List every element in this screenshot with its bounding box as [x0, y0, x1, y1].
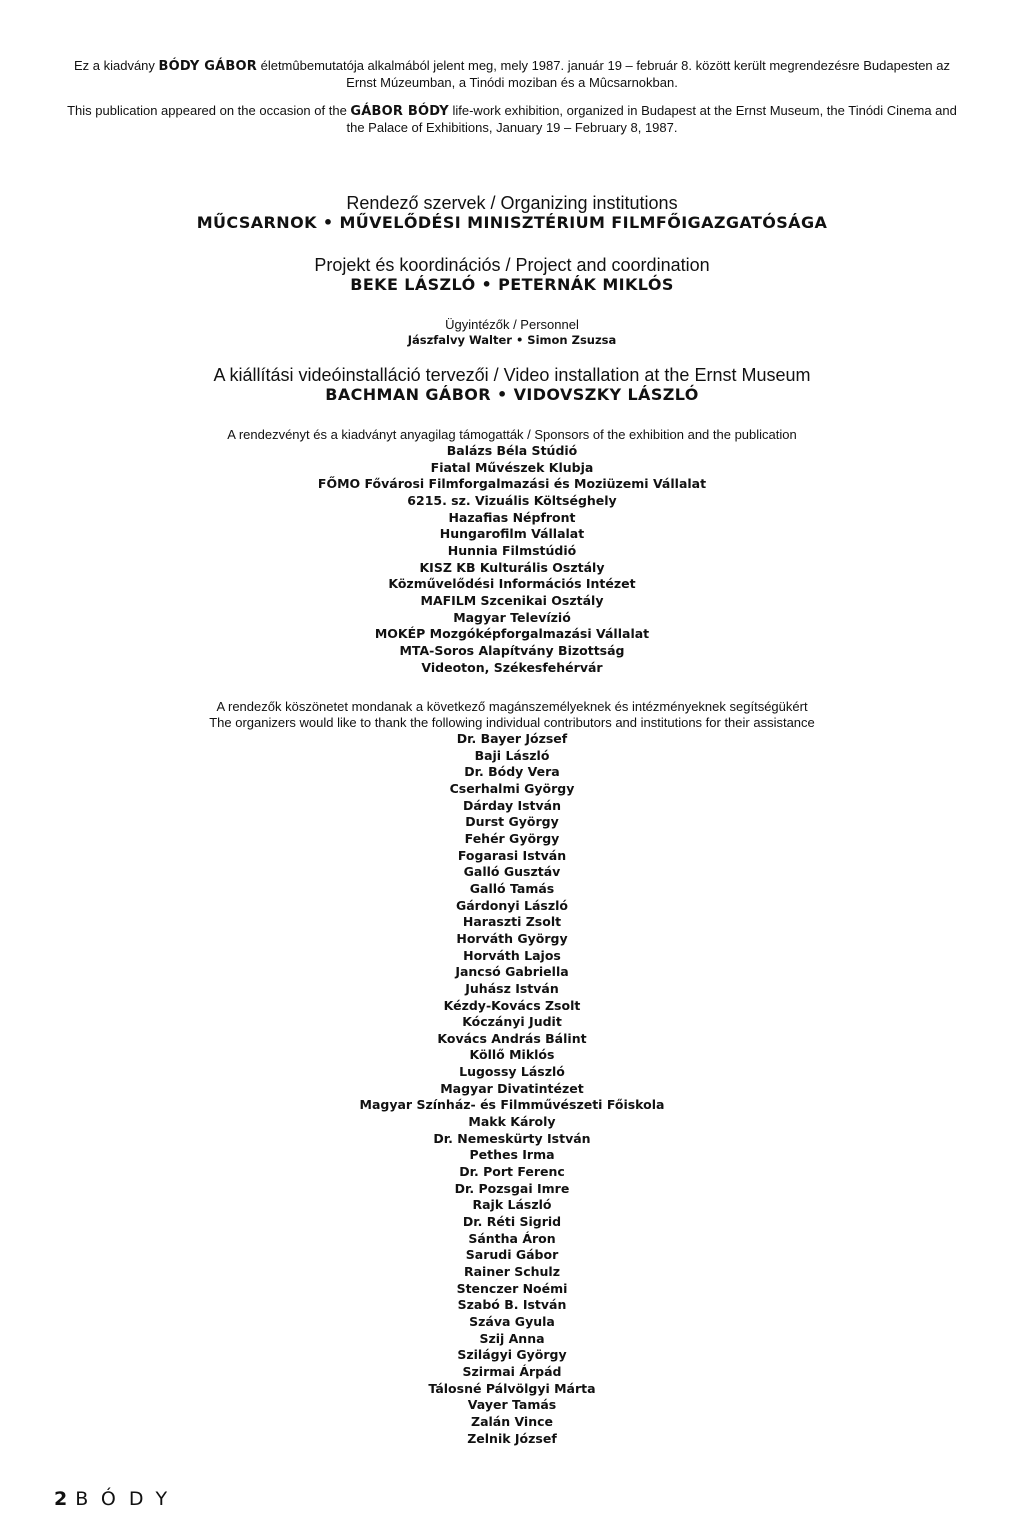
contributor-item: Dr. Bódy Vera: [464, 764, 560, 780]
contributor-item: Lugossy László: [459, 1064, 565, 1080]
sponsor-item: Videoton, Székesfehérvár: [421, 659, 603, 675]
contributor-item: Zalán Vince: [471, 1413, 553, 1429]
contributor-item: Zelnik József: [467, 1430, 557, 1446]
contributor-item: Stenczer Noémi: [456, 1280, 568, 1296]
intro-hu-post: életmûbemutatója alkalmából jelent meg, mely 1987. január 19 – február 8. között került megrendezésre Budapesten az Ernst Múzeumban, a Tinódi moziban és a Mûcsarnokban.: [256, 58, 950, 90]
contributor-item: Dr. Bayer József: [456, 731, 568, 746]
contributor-item: Vayer Tamás: [467, 1397, 557, 1413]
intro-en-post: life-work exhibition, organized in Budapest at the Ernst Museum, the Tinódi Cinema and the Palace of Exhibitions, January 19 – February 8, 1987.: [346, 103, 957, 135]
sponsors-section: [60, 427, 964, 676]
thanks-section: [60, 699, 964, 1447]
contributor-item: Jancsó Gabriella: [455, 964, 569, 980]
sponsors-list: [60, 443, 964, 676]
sponsors-label: A rendezvényt és a kiadványt anyagilag támogatták / Sponsors of the exhibition and the publication: [227, 427, 797, 442]
contributor-item: Szij Anna: [479, 1330, 545, 1346]
thanks-label-hungarian: A rendezők köszönetet mondanak a következő magánszemélyeknek és intézményeknek segítségükért: [216, 699, 808, 714]
sponsor-item: 6215. sz. Vizuális Költséghely: [407, 492, 617, 508]
sponsor-item: FŐMO Fővárosi Filmforgalmazási és Moziüzemi Vállalat: [317, 476, 707, 492]
sponsor-item: Magyar Televízió: [453, 609, 571, 625]
sponsor-item: Hazafias Népfront: [448, 509, 576, 525]
personnel-section: [60, 317, 964, 347]
contributor-item: Sarudi Gábor: [465, 1247, 559, 1263]
organizers-names: MŰCSARNOK • MŰVELŐDÉSI MINISZTÉRIUM FILMFŐIGAZGATÓSÁGA: [196, 213, 828, 232]
contributor-item: Fehér György: [464, 830, 560, 846]
sponsor-item: MAFILM Szcenikai Osztály: [420, 592, 604, 608]
contributor-item: Galló Tamás: [469, 880, 555, 896]
contributor-item: Horváth Lajos: [463, 947, 561, 963]
intro-text: [60, 58, 964, 136]
contributor-item: Kovács András Bálint: [437, 1030, 587, 1046]
thanks-label-english: The organizers would like to thank the following individual contributors and institutions for their assistance: [209, 715, 815, 730]
sponsor-item: MTA-Soros Alapítvány Bizottság: [399, 642, 625, 658]
contributor-item: Szirmai Árpád: [462, 1363, 562, 1379]
thanks-list: [60, 731, 964, 1447]
footer-word: BÓDY: [75, 1488, 181, 1510]
contributor-item: Szabó B. István: [457, 1297, 567, 1313]
video-names: BACHMAN GÁBOR • VIDOVSZKY LÁSZLÓ: [325, 385, 699, 404]
contributor-item: Magyar Divatintézet: [440, 1080, 584, 1096]
project-label: Projekt és koordinációs / Project and coordination: [314, 255, 710, 275]
intro-hu-pre: Ez a kiadvány: [73, 58, 159, 73]
contributor-item: Dr. Pozsgai Imre: [454, 1180, 570, 1196]
contributor-item: Juhász István: [465, 980, 559, 996]
contributor-item: Dárday István: [462, 797, 562, 813]
page-number: 2: [54, 1488, 68, 1510]
project-names: BEKE LÁSZLÓ • PETERNÁK MIKLÓS: [350, 275, 674, 294]
sponsor-item: MOKÉP Mozgóképforgalmazási Vállalat: [374, 626, 650, 642]
contributor-item: Fogarasi István: [457, 847, 567, 863]
personnel-label: Ügyintézők / Personnel: [445, 317, 579, 332]
contributor-item: Dr. Port Ferenc: [459, 1164, 565, 1180]
intro-hu-name: BÓDY GÁBOR: [158, 59, 257, 74]
intro-en-pre: This publication appeared on the occasion of the: [67, 103, 351, 118]
contributor-item: Kézdy-Kovács Zsolt: [443, 997, 581, 1013]
contributor-item: Tálosné Pálvölgyi Márta: [428, 1380, 596, 1396]
contributor-item: Galló Gusztáv: [463, 864, 561, 880]
contributor-item: Pethes Irma: [469, 1147, 555, 1163]
video-section: [60, 365, 964, 404]
contributor-item: Durst György: [465, 814, 559, 830]
personnel-names: Jászfalvy Walter • Simon Zsuzsa: [407, 333, 617, 347]
organizers-section: [60, 193, 964, 232]
contributor-item: Horváth György: [456, 930, 568, 946]
sponsor-item: Hungarofilm Vállalat: [439, 526, 585, 542]
sponsor-item: KISZ KB Kulturális Osztály: [419, 559, 605, 575]
contributor-item: Rajk László: [472, 1197, 552, 1213]
contributor-item: Szilágyi György: [457, 1347, 567, 1363]
sponsor-item: Közművelődési Információs Intézet: [388, 576, 636, 592]
organizers-label: Rendező szervek / Organizing institutions: [346, 193, 678, 213]
contributor-item: Magyar Színház- és Filmművészeti Főiskola: [359, 1097, 665, 1113]
video-label: A kiállítási videóinstalláció tervezői / Video installation at the Ernst Museum: [213, 365, 811, 385]
contributor-item: Köllő Miklós: [469, 1047, 555, 1063]
contributor-item: Sántha Áron: [468, 1230, 556, 1246]
sponsor-item: Hunnia Filmstúdió: [447, 542, 577, 558]
sponsor-item: Balázs Béla Stúdió: [446, 443, 578, 458]
project-section: [60, 255, 964, 294]
contributor-item: Száva Gyula: [469, 1313, 555, 1329]
contributor-item: Cserhalmi György: [449, 780, 575, 796]
contributor-item: Rainer Schulz: [463, 1264, 560, 1279]
intro-en-name: GÁBOR BÓDY: [350, 104, 449, 119]
intro-hungarian: [60, 58, 964, 91]
contributor-item: Makk Károly: [468, 1114, 556, 1130]
contributor-item: Baji László: [474, 747, 550, 763]
intro-english: [60, 103, 964, 136]
page-footer: [54, 1488, 180, 1510]
contributor-item: Gárdonyi László: [455, 897, 569, 913]
contributor-item: Haraszti Zsolt: [462, 914, 562, 930]
contributor-item: Kóczányi Judit: [462, 1014, 562, 1030]
contributor-item: Dr. Réti Sigrid: [462, 1214, 562, 1230]
contributor-item: Dr. Nemeskürty István: [433, 1130, 591, 1146]
sponsor-item: Fiatal Művészek Klubja: [430, 459, 594, 475]
